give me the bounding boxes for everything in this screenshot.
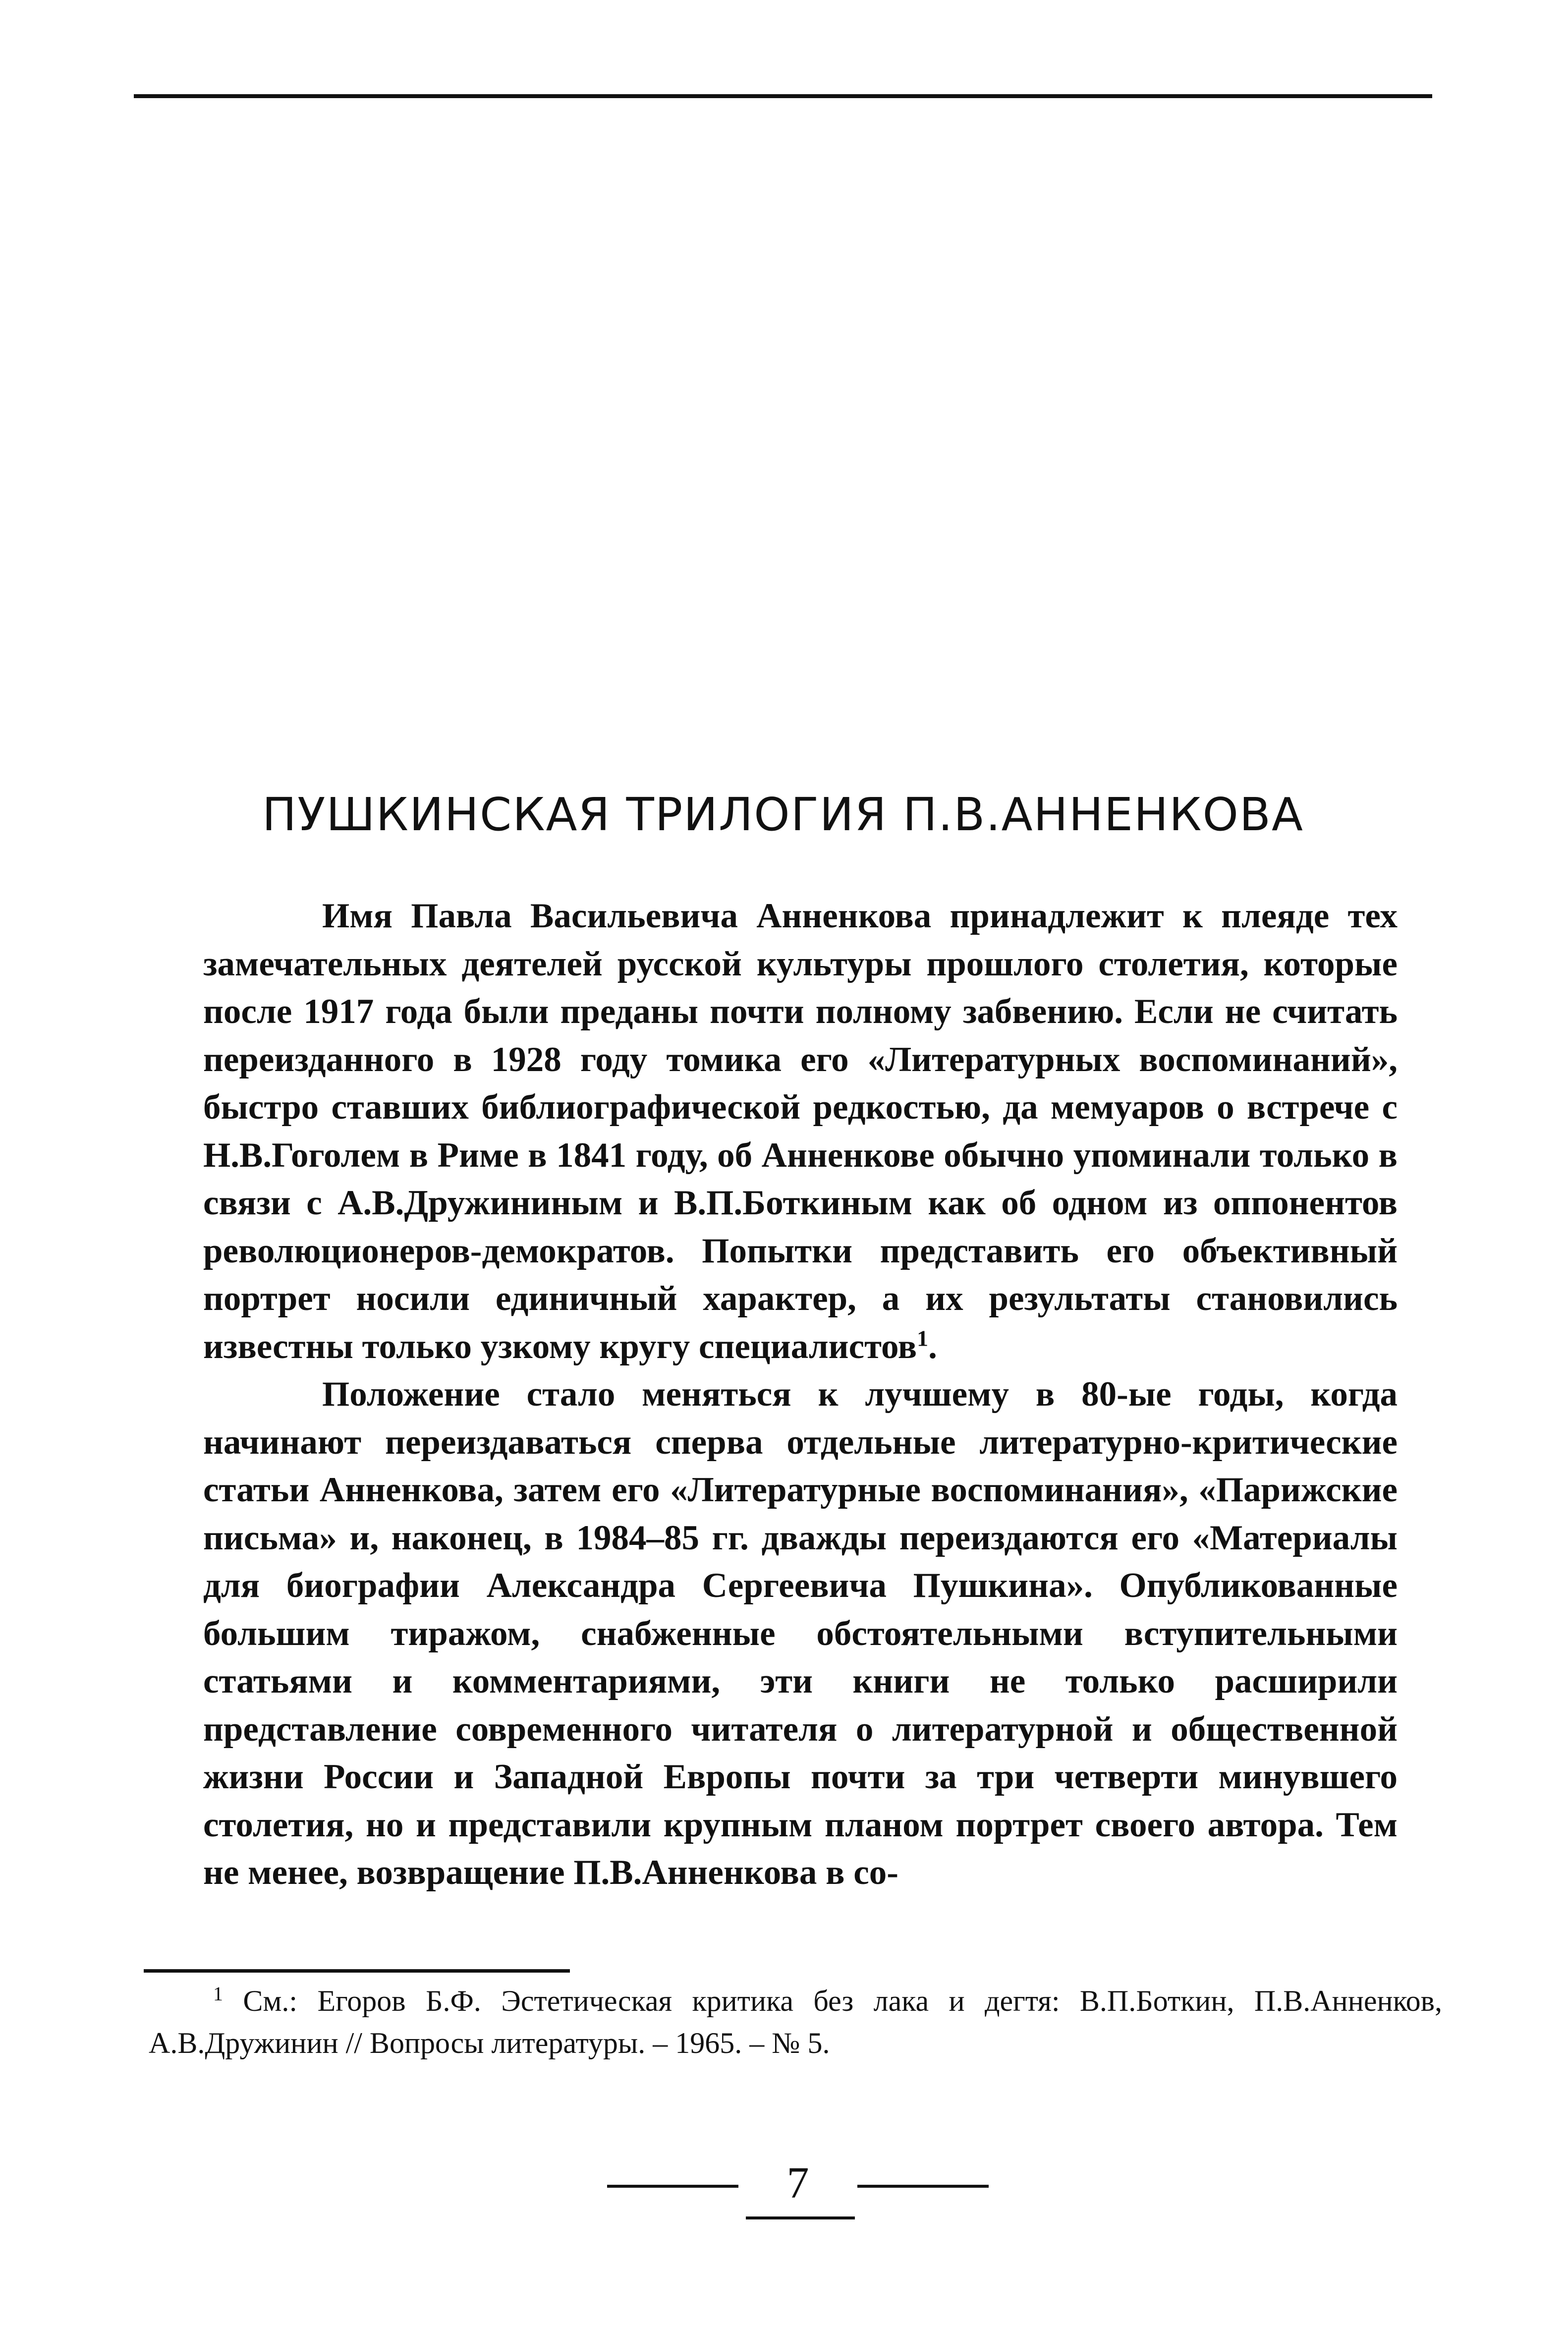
page-number: 7 (786, 2158, 809, 2208)
page-number-underline (746, 2216, 855, 2219)
paragraph-1 (203, 892, 1398, 1370)
paragraph-2: Положение стало меняться к лучшему в 80-ые годы, когда начинают переиздаваться сперва отдельные литературно-критические статьи Анненкова, затем его «Литературные воспоминания», «Парижские письма» и, наконец, в 1984–85 гг. дважды переиздаются его «Материалы для биографии Александра Сергеевича Пушкина». Опубликованные большим тиражом, снабженные обстоятельными вступительными статьями и комментариями, эти книги не только расширили представление современного читателя о литературной и общественной жизни России и Западной Европы почти за три четверти минувшего столетия, но и представили крупным планом портрет своего автора. Тем не менее, возвращение П.В.Анненкова в со- (203, 1375, 1398, 1892)
footnote-marker: 1 (213, 1983, 223, 2005)
body-text (203, 892, 1398, 1897)
footnote-text: См.: Егоров Б.Ф. Эстетическая критика без лака и дегтя: В.П.Боткин, П.В.Анненков, А.В.Дружинин // Вопросы литературы. – 1965. – № 5. (149, 1985, 1443, 2059)
paragraph-1-text: Имя Павла Васильевича Анненкова принадлежит к плеяде тех замечательных деятелей русской культуры прошлого столетия, которые после 1917 года были преданы почти полному забвению. Если не считать переизданного в 1928 году томика его «Литературных воспоминаний», быстро ставших библиографической редкостью, да мемуаров о встрече с Н.В.Гоголем в Риме в 1841 году, об Анненкове обычно упоминали только в связи с А.В.Дружининым и В.П.Боткиным как об одном из оппонентов революционеров-демократов. Попытки представить его объективный портрет носили единичный характер, а их результаты становились известны только узкому кругу специалистов (203, 897, 1398, 1366)
page-number-block (0, 2156, 1568, 2225)
chapter-title: ПУШКИНСКАЯ ТРИЛОГИЯ П.В.АННЕНКОВА (262, 788, 1304, 841)
paragraph-1-tail: . (928, 1327, 937, 1366)
footnote-1 (149, 1980, 1442, 2064)
footnote-divider (144, 1969, 570, 1973)
page-number-rule-left (607, 2185, 738, 2188)
page-number-rule-right (857, 2185, 989, 2188)
footnote-ref-1: 1 (917, 1325, 929, 1351)
header-rule (134, 94, 1432, 98)
